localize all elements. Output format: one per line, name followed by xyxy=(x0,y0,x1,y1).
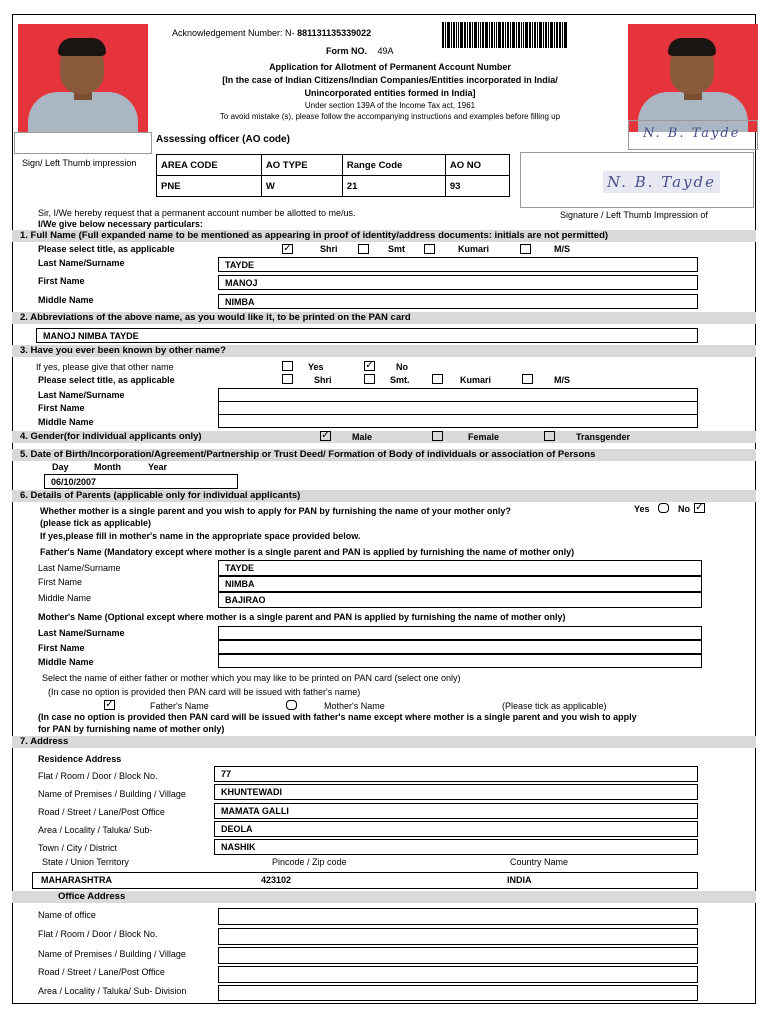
s3-first-name-label: First Name xyxy=(38,403,85,413)
ao-value: 21 xyxy=(342,176,445,197)
s6-note-2: for PAN by furnishing name of mother only) xyxy=(38,724,225,734)
s7-office-name-field[interactable] xyxy=(218,908,698,925)
s7-office-flat-field[interactable] xyxy=(218,928,698,945)
ao-header: AO TYPE xyxy=(261,155,342,176)
s7-office-premises-field[interactable] xyxy=(218,947,698,964)
section-ref: Under section 139A of the Income Tax act, 1961 xyxy=(304,101,476,110)
s7-road-field[interactable]: MAMATA GALLI xyxy=(214,803,698,819)
section-4-title: 4. Gender(for individual applicants only) xyxy=(12,431,756,443)
s6-question: Whether mother is a single parent and you wish to apply for PAN by furnishing the name of your mother only? xyxy=(40,506,511,516)
s3-yes-label: Yes xyxy=(308,362,324,372)
form-subtitle-2: Unincorporated entities formed in India] xyxy=(304,88,476,98)
s7-town-field[interactable]: NASHIK xyxy=(214,839,698,855)
right-signature-box xyxy=(520,152,754,208)
s6-no-label: No xyxy=(678,504,690,514)
s1-kumari-checkbox[interactable] xyxy=(424,244,435,254)
s6-no-option: (In case no option is provided then PAN card will be issued with father's name) xyxy=(48,687,361,697)
s4-female-label: Female xyxy=(468,432,500,442)
s1-shri-label: Shri xyxy=(320,244,338,254)
s6-mother-first-label: First Name xyxy=(38,643,85,653)
s6-mother-opt-label: Mother's Name xyxy=(324,701,385,711)
s7-state-label: State / Union Territory xyxy=(42,857,129,867)
s7-office-area-field[interactable] xyxy=(218,985,698,1001)
ao-header: Range Code xyxy=(342,155,445,176)
s7-office-flat-label: Flat / Room / Door / Block No. xyxy=(38,929,158,939)
s7-flat-field[interactable]: 77 xyxy=(214,766,698,782)
s7-road-label: Road / Street / Lane/Post Office xyxy=(38,807,165,817)
ao-header: AREA CODE xyxy=(157,155,262,176)
s4-male-label: Male xyxy=(352,432,373,442)
s1-smt-checkbox[interactable] xyxy=(358,244,369,254)
s7-town-label: Town / City / District xyxy=(38,843,118,853)
barcode xyxy=(442,22,568,48)
s7-area-field[interactable]: DEOLA xyxy=(214,821,698,837)
ack-line xyxy=(172,28,371,38)
ao-value: 93 xyxy=(445,176,509,197)
s6-yes-checkbox[interactable] xyxy=(658,503,669,513)
s5-year-label: Year xyxy=(148,462,168,472)
s7-premises-label: Name of Premises / Building / Village xyxy=(38,789,186,799)
s6-note-1: (In case no option is provided then PAN card will be issued with father's name except where mother is a single parent and you wish to apply xyxy=(38,712,637,722)
s7-office-road-label: Road / Street / Lane/Post Office xyxy=(38,967,165,977)
office-address-heading: Office Address xyxy=(12,891,756,903)
s6-father-middle-field[interactable]: BAJIRAO xyxy=(218,592,702,608)
ao-title: Assessing officer (AO code) xyxy=(156,134,290,145)
signature-large: N. B. Tayde xyxy=(603,171,720,193)
s6-mother-last-field[interactable] xyxy=(218,626,702,640)
s7-pin-label: Pincode / Zip code xyxy=(272,857,347,867)
ao-value: W xyxy=(261,176,342,197)
right-signature-small xyxy=(628,120,758,150)
s3-middle-name-label: Middle Name xyxy=(38,417,94,427)
s1-kumari-label: Kumari xyxy=(458,244,490,254)
s7-premises-field[interactable]: KHUNTEWADI xyxy=(214,784,698,800)
s7-state-row[interactable] xyxy=(32,872,698,889)
s3-shri-checkbox[interactable] xyxy=(282,374,293,384)
s5-dob-field[interactable]: 06/10/2007 xyxy=(44,474,238,489)
s6-tick: (please tick as applicable) xyxy=(40,518,152,528)
s2-abbreviation-field[interactable]: MANOJ NIMBA TAYDE xyxy=(36,328,698,343)
right-sign-caption: Signature / Left Thumb Impression of xyxy=(560,210,708,220)
ack-number: 881131135339022 xyxy=(297,28,372,38)
form-subtitle-1: [In the case of Indian Citizens/Indian Companies/Entities incorporated in India/ xyxy=(222,75,558,85)
form-title: Application for Allotment of Permanent Account Number xyxy=(269,62,511,72)
s1-last-name-field[interactable]: TAYDE xyxy=(218,257,698,272)
s7-office-road-field[interactable] xyxy=(218,966,698,983)
s6-no-checkbox[interactable]: ✓ xyxy=(695,502,704,513)
s4-male-checkbox[interactable]: ✓ xyxy=(321,430,330,441)
s6-father-middle-label: Middle Name xyxy=(38,593,92,603)
section-5-title: 5. Date of Birth/Incorporation/Agreement/Partnership or Trust Deed/ Formation of Body of individuals or association of Persons xyxy=(12,449,756,461)
ack-label: Acknowledgement Number: N- xyxy=(172,28,295,38)
s1-ms-checkbox[interactable] xyxy=(520,244,531,254)
s4-female-checkbox[interactable] xyxy=(432,431,443,441)
s6-mother-heading: Mother's Name (Optional except where mother is a single parent and PAN is applied by furnishing the name of mother only) xyxy=(38,612,566,622)
s6-mother-last-label: Last Name/Surname xyxy=(38,628,125,638)
section-6-title: 6. Details of Parents (applicable only for individual applicants) xyxy=(12,490,756,502)
s3-shri-label: Shri xyxy=(314,375,332,385)
applicant-photo-right xyxy=(628,24,758,132)
s3-select-title: Please select title, as applicable xyxy=(38,375,175,385)
applicant-photo-left xyxy=(18,24,148,132)
s1-first-name-field[interactable]: MANOJ xyxy=(218,275,698,290)
section-2-title: 2. Abbreviations of the above name, as you would like it, to be printed on the PAN card xyxy=(12,312,756,324)
s6-tick2: (Please tick as applicable) xyxy=(502,701,607,711)
s7-area-label: Area / Locality / Taluka/ Sub- xyxy=(38,825,153,835)
instruction: To avoid mistake (s), please follow the accompanying instructions and examples before filling up xyxy=(219,112,561,121)
s3-middle-name-field[interactable] xyxy=(218,414,698,428)
section-3-title: 3. Have you ever been known by other name? xyxy=(12,345,756,357)
intro-line-2: I/We give below necessary particulars: xyxy=(38,219,203,229)
ao-value: PNE xyxy=(157,176,262,197)
signature-small: N. B. Tayde xyxy=(643,126,741,141)
s3-ms-label: M/S xyxy=(554,375,571,385)
s3-smt-label: Smt. xyxy=(390,375,410,385)
s6-father-first-label: First Name xyxy=(38,577,83,587)
ao-table xyxy=(156,154,510,197)
s7-office-premises-label: Name of Premises / Building / Village xyxy=(38,949,186,959)
s6-father-first-field[interactable]: NIMBA xyxy=(218,576,702,592)
s3-kumari-checkbox[interactable] xyxy=(432,374,443,384)
section-1-title: 1. Full Name (Full expanded name to be mentioned as appearing in proof of identity/address documents: initials are not permitted) xyxy=(12,230,756,242)
ao-header: AO NO xyxy=(445,155,509,176)
s7-country-label: Country Name xyxy=(510,857,569,867)
left-sign-caption: Sign/ Left Thumb impression xyxy=(22,158,137,168)
s1-shri-checkbox[interactable]: ✓ xyxy=(283,243,292,254)
s6-father-last-field[interactable]: TAYDE xyxy=(218,560,702,576)
s1-ms-label: M/S xyxy=(554,244,571,254)
s6-father-heading: Father's Name (Mandatory except where mother is a single parent and PAN is applied by furnishing the name of mother only) xyxy=(40,547,575,557)
s5-month-label: Month xyxy=(94,462,121,472)
s6-mother-middle-field[interactable] xyxy=(218,654,702,668)
s3-first-name-field[interactable] xyxy=(218,401,698,415)
s6-mother-first-field[interactable] xyxy=(218,640,702,654)
s5-day-label: Day xyxy=(52,462,69,472)
s1-last-name-label: Last Name/Surname xyxy=(38,258,125,268)
s7-country-value: INDIA xyxy=(507,875,532,885)
s4-transgender-label: Transgender xyxy=(576,432,631,442)
form-no-label: Form NO. xyxy=(326,46,368,56)
s1-first-name-label: First Name xyxy=(38,276,85,286)
s1-smt-label: Smt xyxy=(388,244,406,254)
s1-select-title: Please select title, as applicable xyxy=(38,244,175,254)
s3-last-name-label: Last Name/Surname xyxy=(38,390,125,400)
s1-middle-name-field[interactable]: NIMBA xyxy=(218,294,698,309)
section-7-title: 7. Address xyxy=(12,736,756,748)
s3-no-label: No xyxy=(396,362,408,372)
s7-flat-label: Flat / Room / Door / Block No. xyxy=(38,771,158,781)
s6-select-line: Select the name of either father or mother which you may like to be printed on PAN card (select one only) xyxy=(42,673,461,683)
s3-if-yes: If yes, please give that other name xyxy=(36,362,174,372)
s6-mother-opt-checkbox[interactable] xyxy=(286,700,297,710)
s6-yes-label: Yes xyxy=(634,504,650,514)
s7-pin-value: 423102 xyxy=(261,875,292,885)
s7-state-value: MAHARASHTRA xyxy=(41,875,112,885)
s3-yes-checkbox[interactable] xyxy=(282,361,293,371)
s6-mother-middle-label: Middle Name xyxy=(38,657,94,667)
s3-no-checkbox[interactable]: ✓ xyxy=(365,360,374,371)
left-signature-box xyxy=(14,132,152,154)
s6-father-opt-checkbox[interactable]: ✓ xyxy=(105,699,114,710)
s7-residence-heading: Residence Address xyxy=(38,754,122,764)
s3-last-name-field[interactable] xyxy=(218,388,698,402)
s3-kumari-label: Kumari xyxy=(460,375,492,385)
s6-if-yes: If yes,please fill in mother's name in the appropriate space provided below. xyxy=(40,531,361,541)
s3-ms-checkbox[interactable] xyxy=(522,374,533,384)
form-no: 49A xyxy=(377,46,394,56)
s7-office-name-label: Name of office xyxy=(38,910,96,920)
s1-middle-name-label: Middle Name xyxy=(38,295,94,305)
s3-smt-checkbox[interactable] xyxy=(364,374,375,384)
s6-father-last-label: Last Name/Surname xyxy=(38,563,121,573)
s7-office-area-label: Area / Locality / Taluka/ Sub- Division xyxy=(38,986,187,996)
form-no-line xyxy=(326,46,394,56)
s6-father-opt-label: Father's Name xyxy=(150,701,209,711)
intro-line-1: Sir, I/We hereby request that a permanent account number be allotted to me/us. xyxy=(38,208,356,218)
s4-transgender-checkbox[interactable] xyxy=(544,431,555,441)
